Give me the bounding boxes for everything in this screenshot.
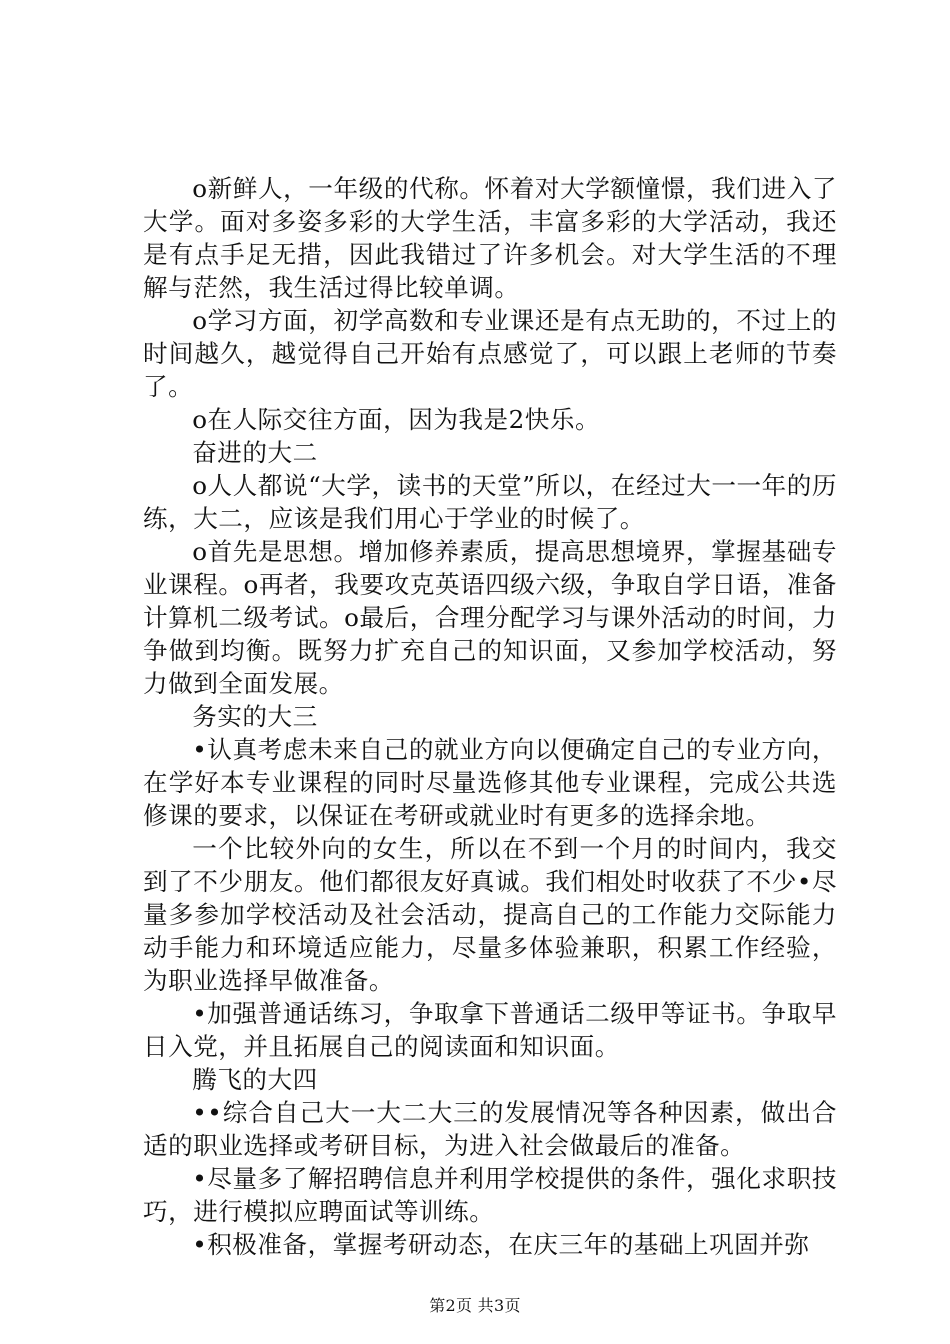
paragraph-senior-jobsearch: •尽量多了解招聘信息并利用学校提供的条件，强化求职技巧，进行模拟应聘面试等训练。: [143, 1164, 837, 1226]
heading-junior: 务实的大三: [192, 702, 318, 731]
paragraph-freshman-intro: o新鲜人，一年级的代称。怀着对大学额憧憬，我们进入了大学。面对多姿多彩的大学生活，丰富多彩的大学活动，我还是有点手足无措，因此我错过了许多机会。对大学生活的不理解与茫然，我生活过得比较单调。: [143, 174, 837, 302]
paragraph-junior-mandarin: •加强普通话练习，争取拿下普通话二级甲等证书。争取早日入党，并且拓展自己的阅读面和知识面。: [143, 999, 837, 1061]
paragraph-sophomore-plan: o首先是思想。增加修养素质，提高思想境界，掌握基础专业课程。o再者，我要攻克英语四级六级，争取自学日语，准备计算机二级考试。o最后，合理分配学习与课外活动的时间，力争做到均衡。既努力扩充自己的知识面，又参加学校活动，努力做到全面发展。: [143, 537, 837, 698]
paragraph-junior-direction: •认真考虑未来自己的就业方向以便确定自己的专业方向，在学好本专业课程的同时尽量选修其他专业课程，完成公共选修课的要求，以保证在考研或就业时有更多的选择余地。: [143, 735, 837, 830]
page-number-footer: 第2页 共3页: [429, 1296, 521, 1315]
document-body: [143, 172, 837, 1261]
paragraph-freshman-study: o学习方面，初学高数和专业课还是有点无助的，不过上的时间越久，越觉得自己开始有点感觉了，可以跟上老师的节奏了。: [143, 306, 837, 401]
paragraph-senior-exam: •积极准备，掌握考研动态，在庆三年的基础上巩固并弥: [192, 1230, 810, 1259]
paragraph-senior-career: ••综合自己大一大二大三的发展情况等各种因素，做出合适的职业选择或考研目标，为进入社会做最后的准备。: [143, 1098, 837, 1160]
paragraph-junior-activities: 一个比较外向的女生，所以在不到一个月的时间内，我交到了不少朋友。他们都很友好真诚。我们相处时收获了不少•尽量多参加学校活动及社会活动，提高自己的工作能力交际能力动手能力和环境适应能力，尽量多体验兼职，积累工作经验，为职业选择早做准备。: [143, 834, 837, 995]
paragraph-sophomore-intro: o人人都说“大学，读书的天堂”所以，在经过大一一年的历练，大二，应该是我们用心于学业的时候了。: [143, 471, 837, 533]
heading-senior: 腾飞的大四: [192, 1065, 318, 1094]
heading-sophomore: 奋进的大二: [192, 438, 318, 467]
paragraph-freshman-social: o在人际交往方面，因为我是2快乐。: [192, 405, 601, 434]
